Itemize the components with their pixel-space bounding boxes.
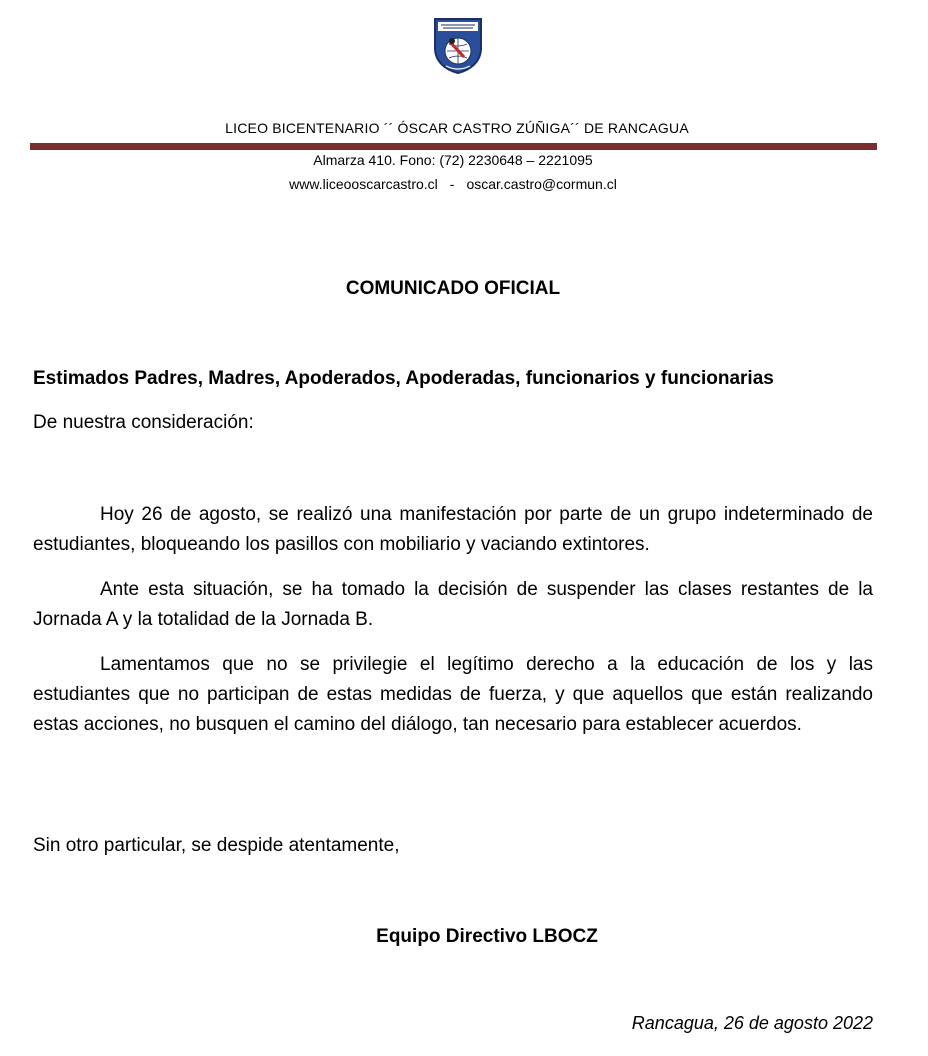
body-paragraph: Ante esta situación, se ha tomado la decisión de suspender las clases restantes de la Jornada A y la totalidad de la Jornada B. <box>33 579 873 630</box>
school-crest-icon <box>432 16 484 74</box>
school-address: Almarza 410. Fono: (72) 2230648 – 2221095 <box>313 152 593 168</box>
header-divider <box>30 143 877 150</box>
signature: Equipo Directivo LBOCZ <box>376 926 598 947</box>
document-title: COMUNICADO OFICIAL <box>345 278 561 299</box>
contact-line <box>0 176 906 192</box>
body-paragraph: Hoy 26 de agosto, se realizó una manifestación por parte de un grupo indeterminado de estudiantes, bloqueando los pasillos con mobiliario y vaciando extintores. <box>33 504 873 555</box>
contact-separator: - <box>449 176 455 192</box>
body-paragraph: Lamentamos que no se privilegie el legítimo derecho a la educación de los y las estudiantes que no participan de estas medidas de fuerza, y que aquellos que están realizando estas acciones, no busquen el camino del diálogo, tan necesario para establecer acuerdos. <box>33 654 873 735</box>
website-link[interactable]: www.liceooscarcastro.cl <box>289 176 438 192</box>
salutation: Estimados Padres, Madres, Apoderados, Apoderadas, funcionarios y funcionarias <box>33 368 774 389</box>
place-date: Rancagua, 26 de agosto 2022 <box>631 1013 873 1033</box>
school-name: LICEO BICENTENARIO ´´ ÓSCAR CASTRO ZÚÑIGA´´ DE RANCAGUA <box>225 120 689 136</box>
consideration-line: De nuestra consideración: <box>33 412 254 433</box>
closing-line: Sin otro particular, se despide atentamente, <box>33 835 400 856</box>
email-link[interactable]: oscar.castro@cormun.cl <box>466 176 617 192</box>
